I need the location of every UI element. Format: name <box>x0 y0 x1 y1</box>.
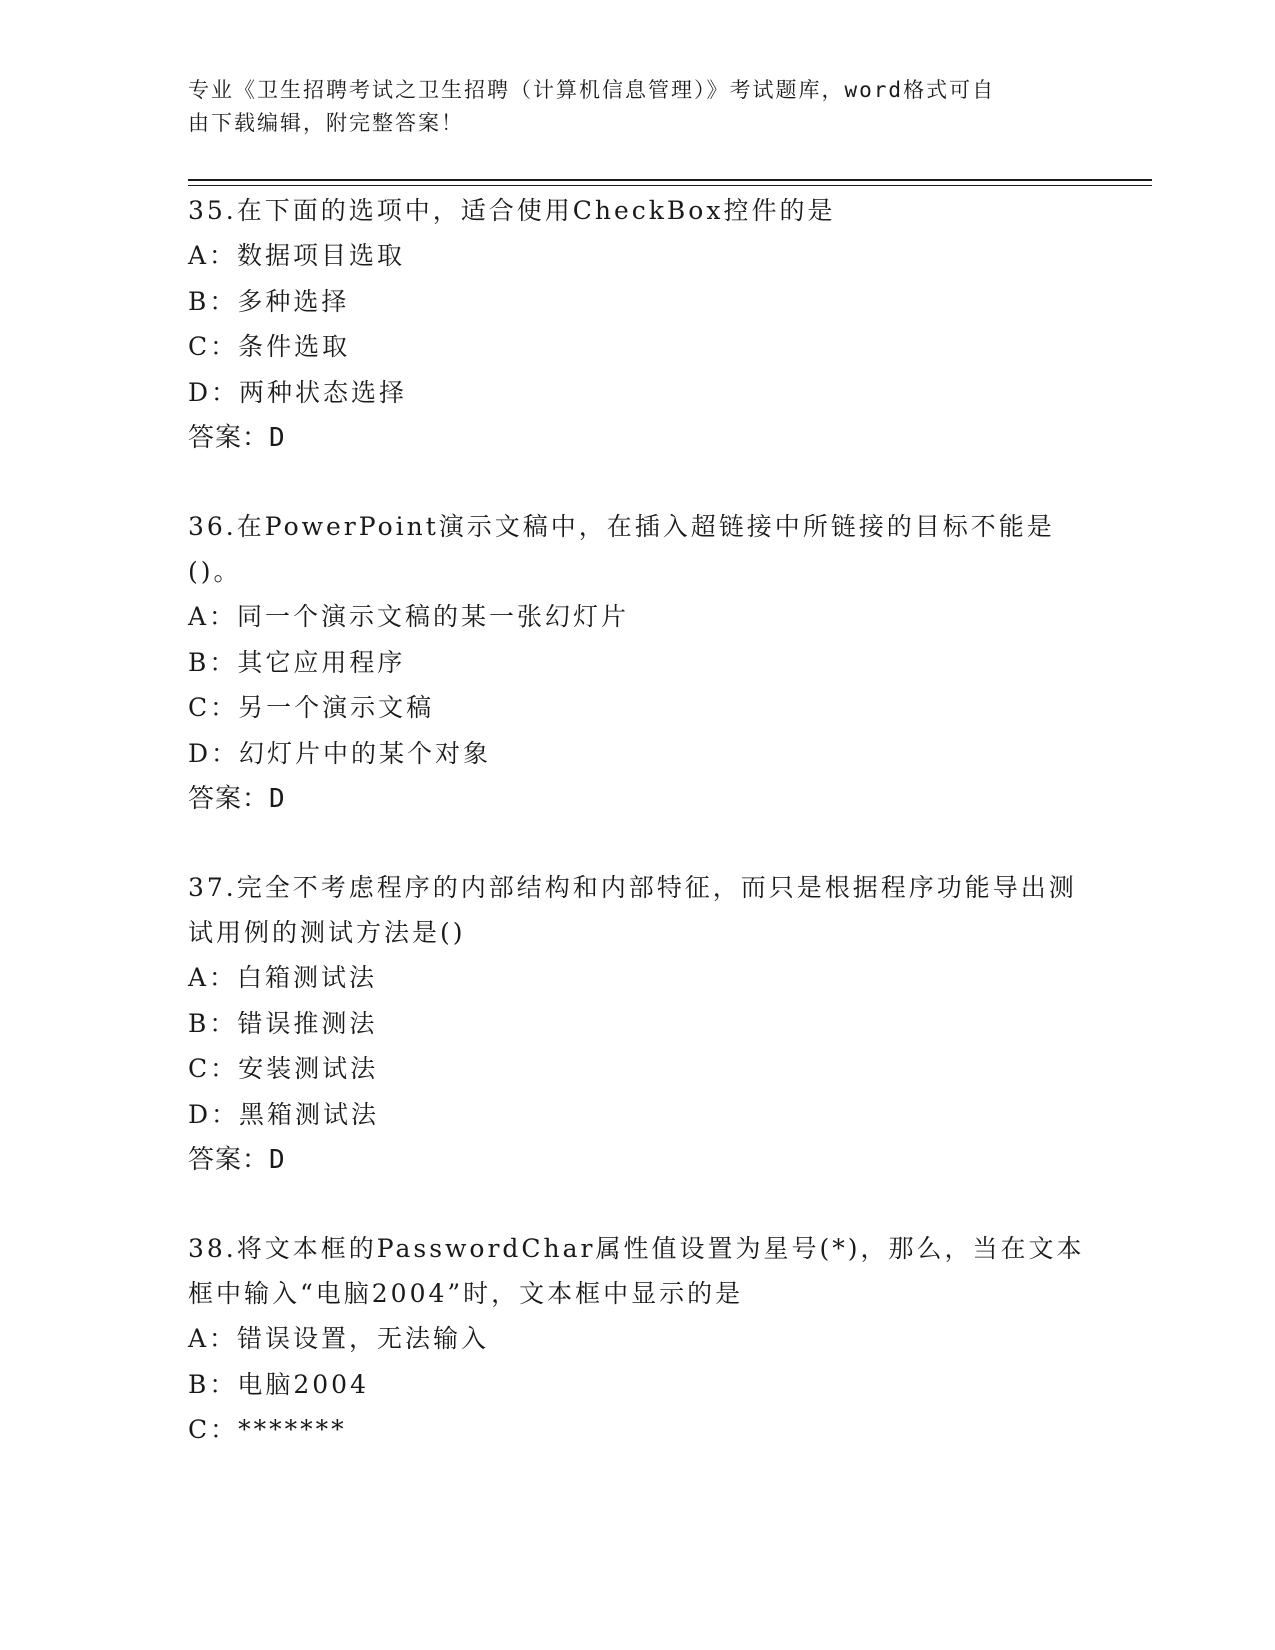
option-d: D：黑箱测试法 <box>188 1099 380 1129</box>
option-b: B：错误推测法 <box>188 1008 378 1038</box>
option-a: A：白箱测试法 <box>188 963 378 992</box>
question-35 <box>188 188 1088 461</box>
header-divider-thin <box>188 185 1152 186</box>
option-c: C：******* <box>188 1415 347 1444</box>
option-a: A：同一个演示文稿的某一张幻灯片 <box>188 602 630 631</box>
document-header <box>188 74 1068 140</box>
option-b: B：其它应用程序 <box>188 647 406 677</box>
option-d: D：幻灯片中的某个对象 <box>188 738 492 768</box>
question-text: 36.在PowerPoint演示文稿中，在插入超链接中所链接的目标不能是()。 <box>188 512 1055 586</box>
option-c: C：安装测试法 <box>188 1054 379 1083</box>
question-text: 37.完全不考虑程序的内部结构和内部特征，而只是根据程序功能导出测试用例的测试方法是() <box>188 873 1077 947</box>
question-list <box>188 188 1088 1453</box>
option-b: B：电脑2004 <box>188 1369 369 1399</box>
question-37 <box>188 865 1088 1183</box>
option-c: C：另一个演示文稿 <box>188 693 435 722</box>
header-divider-thick <box>188 179 1152 181</box>
header-title-line-1: 专业《卫生招聘考试之卫生招聘（计算机信息管理）》考试题库，word格式可自 <box>188 78 996 102</box>
option-c: C：条件选取 <box>188 332 351 361</box>
question-36 <box>188 504 1088 822</box>
question-text: 35.在下面的选项中，适合使用CheckBox控件的是 <box>188 196 836 225</box>
header-title-line-2: 由下载编辑，附完整答案！ <box>188 111 464 135</box>
question-38 <box>188 1226 1088 1453</box>
answer-label: 答案：D <box>188 1145 286 1175</box>
answer-label: 答案：D <box>188 423 286 453</box>
option-a: A：错误设置，无法输入 <box>188 1324 490 1353</box>
option-d: D：两种状态选择 <box>188 377 408 407</box>
option-b: B：多种选择 <box>188 286 350 316</box>
answer-label: 答案：D <box>188 784 286 814</box>
option-a: A：数据项目选取 <box>188 241 406 270</box>
question-text: 38.将文本框的PasswordChar属性值设置为星号(*)，那么，当在文本框中输入“电脑2004”时，文本框中显示的是 <box>188 1234 1085 1308</box>
